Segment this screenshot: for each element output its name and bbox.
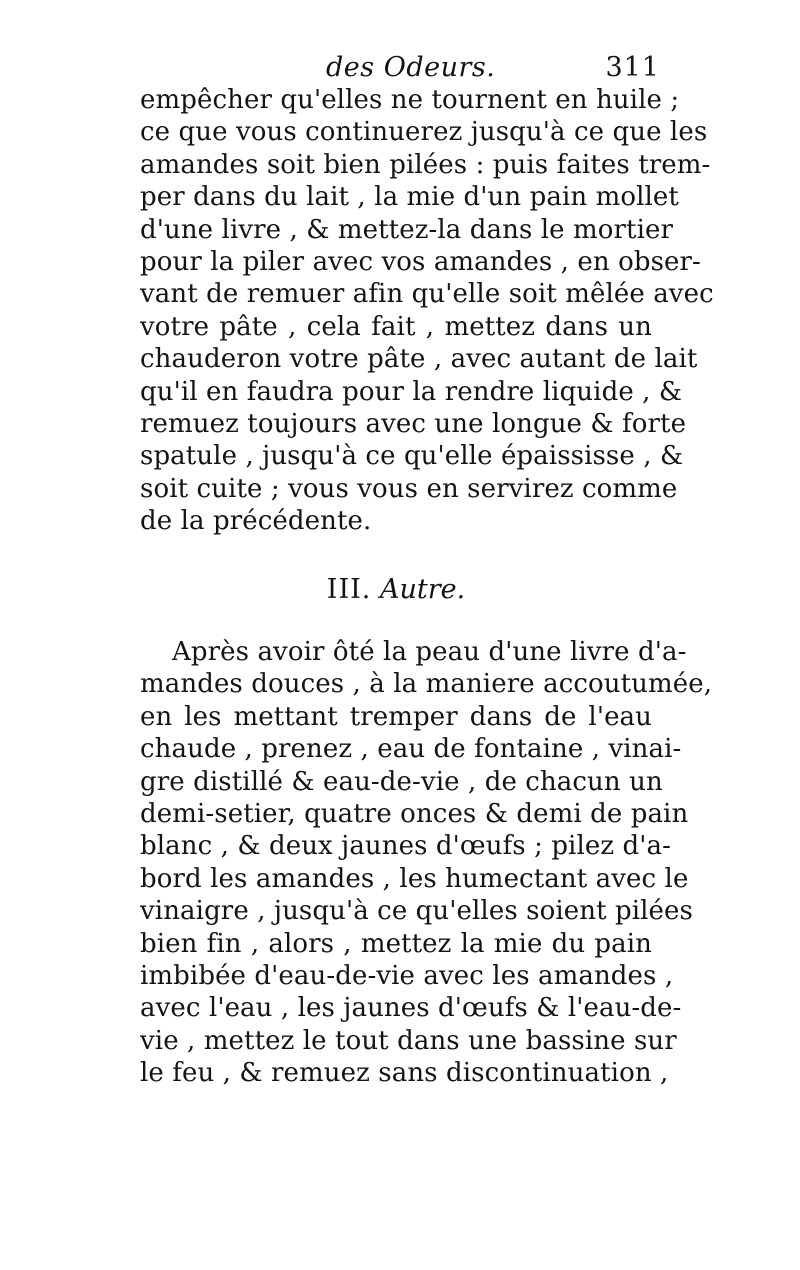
text-line: le feu , & remuez sans discontinuation ,	[140, 1058, 669, 1089]
text-line: gre distillé & eau-de-vie , de chacun un	[140, 766, 663, 797]
text-line: remuez toujours avec une longue & forte	[140, 408, 687, 439]
text-line: en les mettant tremper dans de l'eau	[140, 701, 652, 732]
text-line: ce que vous continuerez jusqu'à ce que les	[140, 117, 708, 148]
text-line: empêcher qu'elles ne tournent en huile ;	[140, 85, 680, 115]
section-title: Autre.	[379, 574, 466, 605]
text-line: votre pâte , cela fait , mettez dans un	[140, 311, 652, 342]
paragraph-recipe	[140, 636, 713, 1089]
text-line: imbibée d'eau-de-vie avec les amandes ,	[140, 960, 674, 991]
running-title: des Odeurs.	[326, 52, 496, 83]
text-line: amandes soit bien pilées : puis faites trem-	[140, 149, 711, 180]
text-line: spatule , jusqu'à ce qu'elle épaississe , &	[140, 441, 684, 472]
section-number: III.	[326, 574, 372, 605]
text-line: qu'il en faudra pour la rendre liquide , &	[140, 376, 683, 407]
text-line: soit cuite ; vous vous en servirez comme	[140, 473, 678, 504]
text-line: vinaigre , jusqu'à ce qu'elles soient pilées	[140, 896, 693, 927]
text-line: pour la piler avec vos amandes , en obser-	[140, 246, 701, 277]
text-line: mandes douces , à la maniere accoutumée,	[140, 669, 713, 700]
text-line: avec l'eau , les jaunes d'œufs & l'eau-de-	[140, 993, 682, 1024]
text-line: de la précédente.	[140, 506, 372, 537]
text-line: vant de remuer afin qu'elle soit mêlée avec	[140, 279, 714, 310]
text-line: bien fin , alors , mettez la mie du pain	[140, 928, 652, 959]
text-line: vie , mettez le tout dans une bassine sur	[140, 1025, 677, 1056]
paragraph-continued	[140, 84, 714, 537]
section-heading	[140, 570, 652, 610]
text-line: blanc , & deux jaunes d'œufs ; pilez d'a-	[140, 831, 672, 862]
text-line: demi-setier, quatre onces & demi de pain	[140, 798, 689, 829]
text-line: bord les amandes , les humectant avec le	[140, 863, 689, 894]
text-line: d'une livre , & mettez-la dans le mortier	[140, 214, 674, 245]
text-line: Après avoir ôté la peau d'une livre d'a-	[172, 637, 687, 667]
text-line: chauderon votre pâte , avec autant de lait	[140, 344, 698, 375]
text-line: per dans du lait , la mie d'un pain mollet	[140, 182, 679, 213]
page-number: 311	[605, 52, 660, 83]
text-line: chaude , prenez , eau de fontaine , vinai-	[140, 734, 682, 765]
